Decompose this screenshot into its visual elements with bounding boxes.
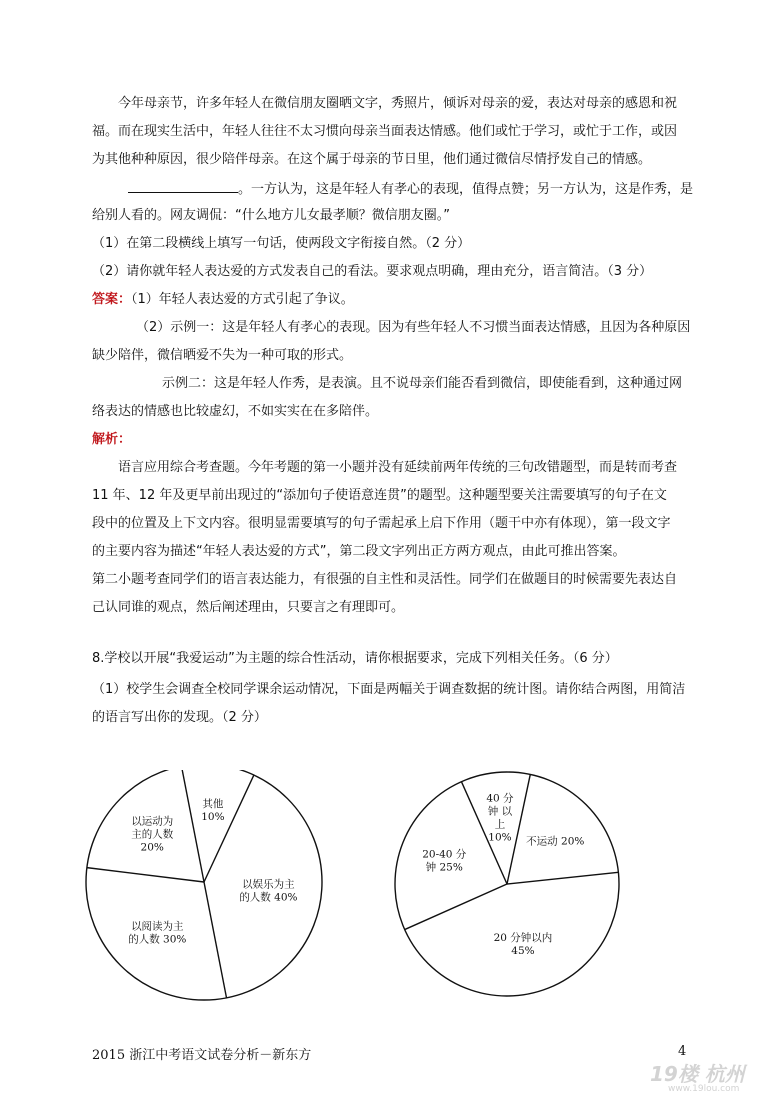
analysis-line1: 语言应用综合考查题。今年考题的第一小题并没有延续前两年传统的三句改错题型，而是转而考查: [118, 460, 678, 475]
answer-line1: 答案：（1）年轻人表达爱的方式引起了争议。: [92, 292, 354, 307]
pie-slice-label: 以运动为主的人数 20%: [131, 815, 174, 854]
pie-slice-boundary: [507, 774, 530, 884]
passage-p2-line1: 。一方认为，这是年轻人有孝心的表现，值得点赞；另一方认为，这是作秀，是: [128, 180, 728, 198]
answer-example2-line1: 示例二：这是年轻人作秀，是表演。且不说母亲们能否看到微信，即使能看到，这种通过网: [162, 376, 683, 391]
pie-chart-exercise-time: [390, 770, 640, 1020]
pie-slice-label: 以阅读为主的人数 30%: [128, 920, 187, 946]
analysis-label: 解析：: [92, 432, 132, 447]
analysis-line4: 的主要内容为描述“年轻人表达爱的方式”，第二段文字列出正方两方观点，由此可推出答案。: [92, 544, 626, 559]
answer-example1-line2: 缺少陪伴，微信晒爱不失为一种可取的形式。: [92, 348, 353, 363]
pie-slice-label: 其他 10%: [201, 797, 225, 823]
pie-chart-activities: [80, 770, 330, 1020]
pie-slice-boundary: [87, 868, 204, 882]
watermark-url: www.19lou.com: [668, 1084, 740, 1094]
q8-title: 8.学校以开展“我爱运动”为主题的综合性活动，请你根据要求，完成下列相关任务。（6 分）: [92, 651, 618, 666]
passage-p1-line3: 为其他种种原因，很少陪伴母亲。在这个属于母亲的节日里，他们通过微信尽情抒发自己的情感。: [92, 152, 652, 167]
passage-p1-line1: 今年母亲节，许多年轻人在微信朋友圈晒文字，秀照片，倾诉对母亲的爱，表达对母亲的感恩和祝: [118, 96, 678, 111]
pie-slice-boundary: [507, 872, 618, 884]
analysis-line5: 第二小题考查同学们的语言表达能力，有很强的自主性和灵活性。同学们在做题目的时候需要先表达自: [92, 572, 678, 587]
q8-sub1-line2: 的语言写出你的发现。（2 分）: [92, 710, 267, 725]
pie-slice-label: 20-40 分钟 25%: [422, 848, 467, 874]
analysis-line2: 11 年、12 年及更早前出现过的“添加句子使语意连贯”的题型。这种题型要关注需要填写的句子在文: [92, 488, 667, 503]
analysis-line3: 段中的位置及上下文内容。很明显需要填写的句子需起承上启下作用（题干中亦有体现），第一段文字: [92, 516, 671, 531]
footer-title: 2015 浙江中考语文试卷分析－新东方: [92, 1048, 312, 1063]
pie-slice-label: 40 分钟 以上 10%: [486, 792, 514, 844]
question-2: （2）请你就年轻人表达爱的方式发表自己的看法。要求观点明确，理由充分，语言简洁。（3 分）: [92, 264, 653, 279]
pie-slice-boundary: [181, 770, 204, 882]
fill-in-blank: [128, 180, 238, 193]
passage-p2-line2: 给别人看的。网友调侃：“什么地方儿女最孝顺？微信朋友圈。”: [92, 208, 450, 223]
page-number: 4: [678, 1044, 687, 1059]
answer-example1-line1: （2）示例一：这是年轻人有孝心的表现。因为有些年轻人不习惯当面表达情感，且因为各种原因: [136, 320, 691, 335]
q8-sub1-line1: （1）校学生会调查全校同学课余运动情况，下面是两幅关于调查数据的统计图。请你结合两图，用简洁: [92, 682, 686, 697]
question-1: （1）在第二段横线上填写一句话，使两段文字衔接自然。（2 分）: [92, 236, 471, 251]
watermark-brand: 19楼 杭州: [650, 1062, 745, 1086]
passage-p1-line2: 福。而在现实生活中，年轻人往往不太习惯向母亲当面表达情感。他们或忙于学习，或忙于工作，或因: [92, 124, 678, 139]
pie-slice-boundary: [204, 882, 227, 998]
watermark-logo: [650, 1058, 770, 1098]
pie-slice-boundary: [204, 775, 254, 882]
analysis-line6: 己认同谁的观点，然后阐述理由，只要言之有理即可。: [92, 600, 405, 615]
answer-example2-line2: 络表达的情感也比较虚幻，不如实实在在多陪伴。: [92, 404, 379, 419]
pie-slice-label: 不运动 20%: [526, 835, 585, 848]
pie-slice-boundary: [405, 884, 507, 930]
pie-slice-label: 以娱乐为主的人数 40%: [239, 878, 298, 904]
answer-label: 答案：: [92, 292, 132, 307]
pie-slice-label: 20 分钟以内 45%: [493, 932, 553, 958]
